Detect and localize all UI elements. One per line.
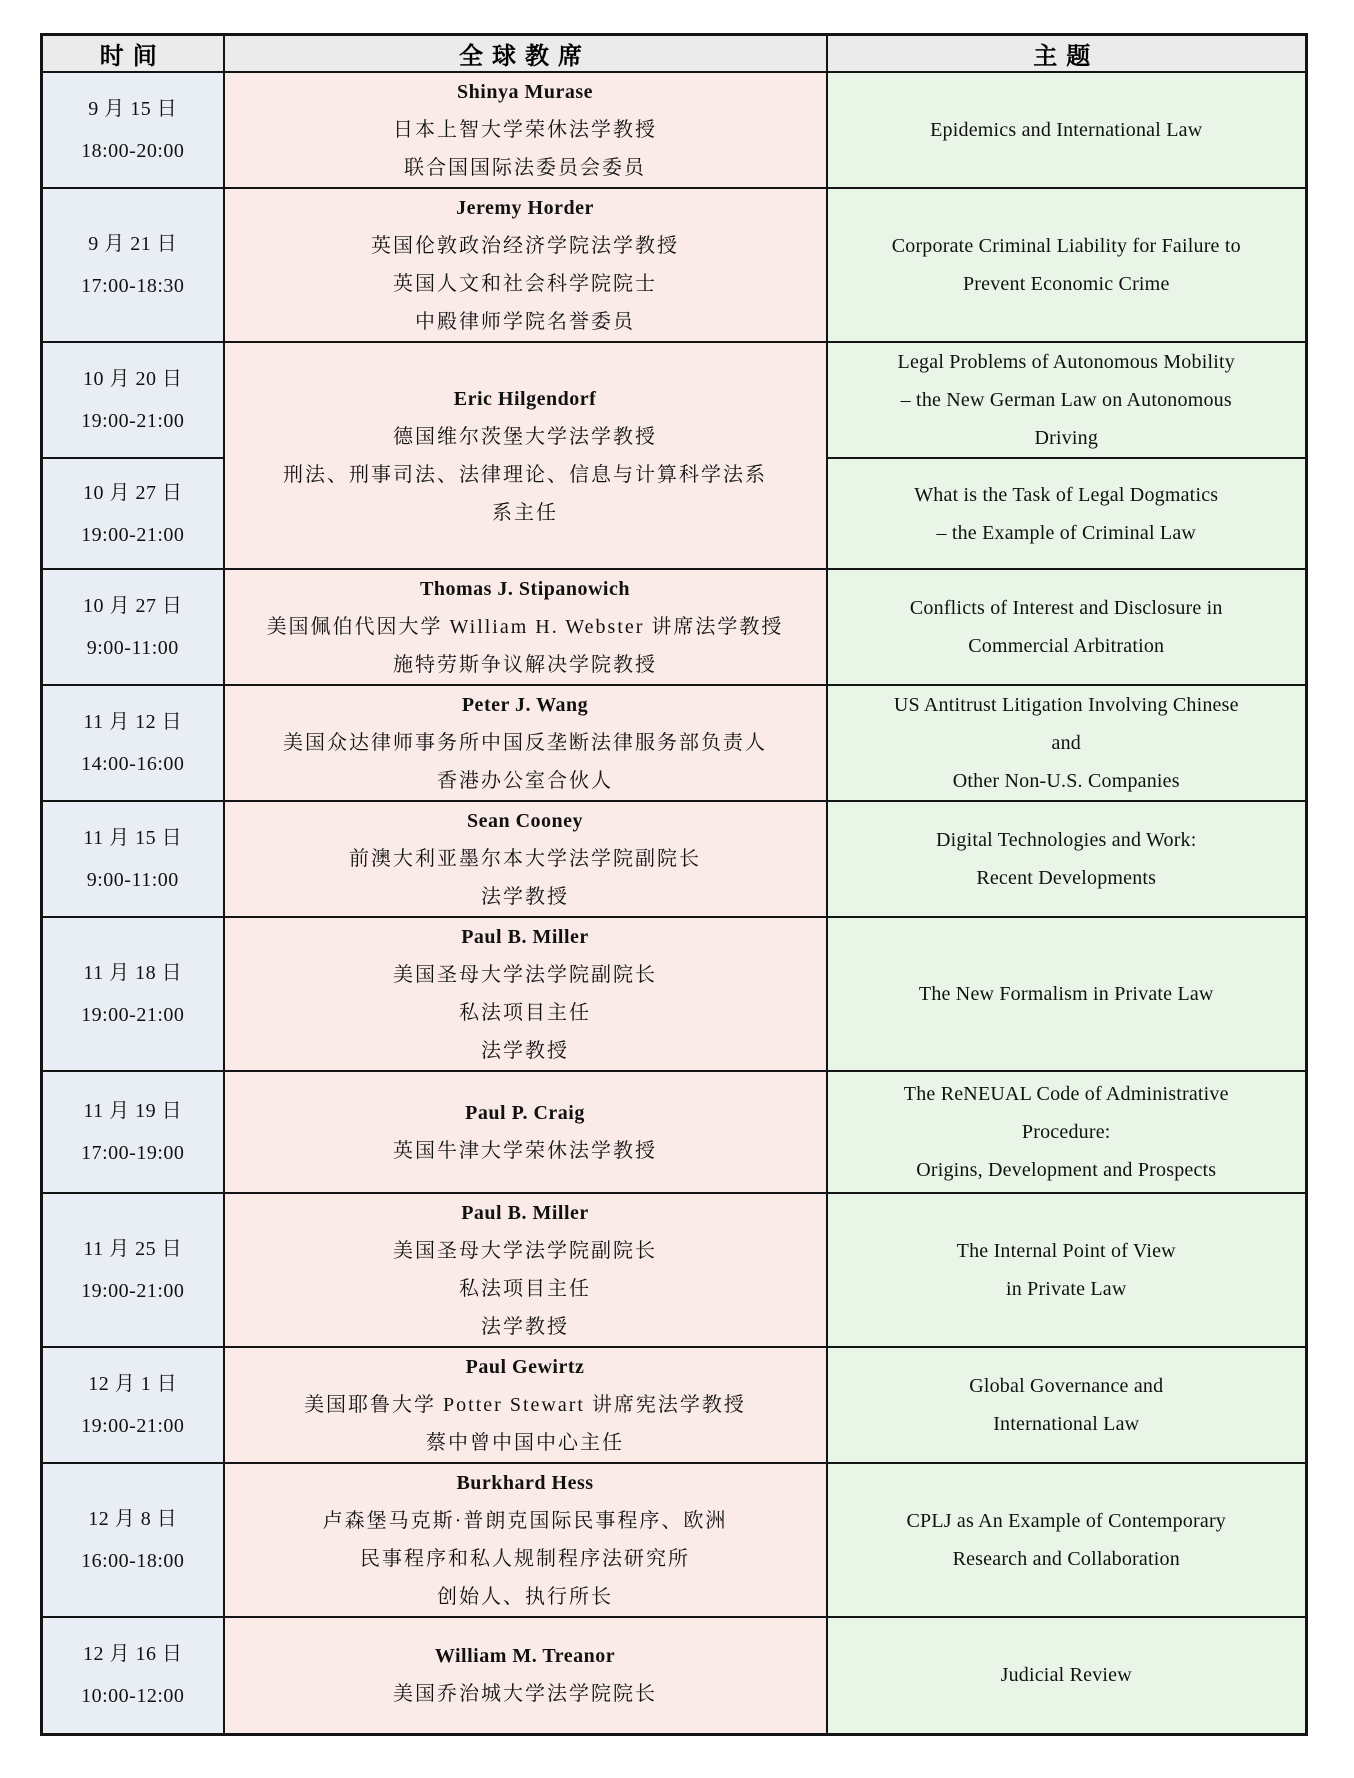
time-cell: [42, 1071, 224, 1193]
topic-line: Commercial Arbitration: [968, 635, 1165, 657]
date-text: 10 月 20 日: [83, 368, 183, 390]
table-row: [42, 801, 1307, 917]
speaker-cell: [224, 1617, 827, 1734]
time-text: 19:00-21:00: [81, 1004, 185, 1026]
date-text: 12 月 1 日: [88, 1373, 178, 1395]
speaker-name: Burkhard Hess: [456, 1472, 594, 1494]
speaker-line: 美国乔治城大学法学院院长: [393, 1683, 657, 1706]
speaker-line: 美国佩伯代因大学 William H. Webster 讲席法学教授: [266, 616, 784, 638]
table-row: [42, 342, 1307, 458]
speaker-line: 英国人文和社会科学院院士: [393, 273, 657, 295]
date-text: 9 月 15 日: [88, 98, 178, 120]
topic-line: Epidemics and International Law: [930, 119, 1203, 141]
topic-line: Other Non-U.S. Companies: [952, 770, 1180, 792]
time-cell: [42, 1617, 224, 1734]
speaker-line: 法学教授: [481, 1040, 569, 1062]
time-text: 17:00-19:00: [81, 1142, 185, 1164]
header-cell-topic: 主题: [827, 35, 1307, 73]
topic-line: Prevent Economic Crime: [962, 273, 1170, 295]
topic-line: Driving: [1034, 427, 1099, 449]
speaker-name: Thomas J. Stipanowich: [420, 578, 630, 600]
speaker-name: Eric Hilgendorf: [453, 387, 597, 410]
date-text: 11 月 15 日: [83, 827, 183, 849]
time-cell: [42, 685, 224, 801]
speaker-line: 民事程序和私人规制程序法研究所: [360, 1548, 690, 1570]
topic-line: International Law: [993, 1413, 1140, 1435]
date-text: 12 月 8 日: [88, 1508, 178, 1530]
topic-line: Origins, Development and Prospects: [916, 1159, 1217, 1181]
time-cell: [42, 72, 224, 188]
topic-line: Global Governance and: [969, 1375, 1164, 1397]
topic-line: Judicial Review: [1000, 1664, 1132, 1687]
time-text: 19:00-21:00: [81, 523, 185, 546]
topic-cell: [827, 801, 1307, 917]
speaker-cell: [224, 1463, 827, 1617]
speaker-line: 美国耶鲁大学 Potter Stewart 讲席宪法学教授: [304, 1394, 746, 1416]
table-row: [42, 1617, 1307, 1734]
speaker-name: Paul B. Miller: [461, 926, 589, 948]
speaker-cell: [224, 1193, 827, 1347]
time-cell: [42, 342, 224, 458]
date-text: 10 月 27 日: [83, 481, 183, 504]
speaker-line: 卢森堡马克斯·普朗克国际民事程序、欧洲: [322, 1510, 728, 1532]
date-text: 11 月 18 日: [83, 962, 183, 984]
speaker-name: William M. Treanor: [434, 1645, 616, 1668]
table-row: [42, 188, 1307, 342]
topic-cell: [827, 458, 1307, 569]
speaker-line: 施特劳斯争议解决学院教授: [393, 654, 657, 676]
date-text: 11 月 25 日: [83, 1238, 183, 1260]
topic-cell: [827, 342, 1307, 458]
speaker-name: Peter J. Wang: [461, 694, 589, 716]
speaker-line: 香港办公室合伙人: [437, 770, 613, 792]
speaker-line: 蔡中曾中国中心主任: [426, 1432, 624, 1454]
time-text: 19:00-21:00: [81, 1280, 185, 1302]
speaker-name: Paul B. Miller: [461, 1202, 589, 1224]
speaker-name: Sean Cooney: [466, 810, 584, 832]
speaker-line: 系主任: [492, 501, 558, 524]
time-cell: [42, 1347, 224, 1463]
speaker-name: Paul Gewirtz: [465, 1356, 585, 1378]
table-row: [42, 1463, 1307, 1617]
date-text: 11 月 19 日: [83, 1100, 183, 1122]
speaker-line: 前澳大利亚墨尔本大学法学院副院长: [349, 848, 701, 870]
topic-line: Procedure:: [1021, 1121, 1111, 1143]
topic-line: and: [1051, 732, 1081, 754]
speaker-line: 私法项目主任: [459, 1278, 591, 1300]
table-row: [42, 72, 1307, 188]
topic-line: in Private Law: [1005, 1278, 1127, 1300]
time-cell: [42, 917, 224, 1071]
speaker-line: 美国圣母大学法学院副院长: [393, 1240, 657, 1262]
time-text: 9:00-11:00: [86, 637, 179, 659]
time-text: 17:00-18:30: [81, 275, 185, 297]
topic-line: Recent Developments: [976, 867, 1157, 889]
speaker-line: 法学教授: [481, 1316, 569, 1338]
speaker-line: 私法项目主任: [459, 1002, 591, 1024]
topic-cell: [827, 1347, 1307, 1463]
topic-line: The ReNEUAL Code of Administrative: [903, 1083, 1229, 1105]
topic-line: US Antitrust Litigation Involving Chinese: [893, 694, 1239, 716]
time-text: 14:00-16:00: [81, 753, 185, 775]
speaker-line: 美国圣母大学法学院副院长: [393, 964, 657, 986]
time-text: 19:00-21:00: [81, 410, 185, 432]
time-cell: [42, 188, 224, 342]
speaker-cell: [224, 188, 827, 342]
topic-line: CPLJ as An Example of Contemporary: [906, 1510, 1227, 1532]
topic-line: The New Formalism in Private Law: [918, 983, 1214, 1005]
header-cell-time: 时间: [42, 35, 224, 73]
speaker-line: 美国众达律师事务所中国反垄断法律服务部负责人: [283, 732, 767, 754]
time-cell: [42, 1463, 224, 1617]
speaker-line: 日本上智大学荣休法学教授: [393, 119, 657, 141]
lecture-schedule-table: [40, 33, 1308, 1736]
speaker-cell: [224, 801, 827, 917]
table-row: [42, 1347, 1307, 1463]
speaker-line: 法学教授: [481, 886, 569, 908]
table-row: [42, 1071, 1307, 1193]
time-text: 19:00-21:00: [81, 1415, 185, 1437]
table-row: [42, 569, 1307, 685]
topic-line: Digital Technologies and Work:: [935, 829, 1197, 851]
date-text: 9 月 21 日: [88, 233, 178, 255]
speaker-line: 英国伦敦政治经济学院法学教授: [371, 235, 679, 257]
speaker-name: Shinya Murase: [457, 81, 593, 103]
time-text: 18:00-20:00: [81, 140, 185, 162]
date-text: 10 月 27 日: [83, 595, 183, 617]
time-text: 16:00-18:00: [81, 1550, 185, 1572]
time-text: 10:00-12:00: [81, 1685, 185, 1708]
time-text: 9:00-11:00: [86, 869, 179, 891]
speaker-line: 创始人、执行所长: [437, 1586, 613, 1608]
header-cell-speaker: 全球教席: [224, 35, 827, 73]
speaker-name: Jeremy Horder: [456, 197, 594, 219]
speaker-cell: [224, 1347, 827, 1463]
time-cell: [42, 801, 224, 917]
speaker-line: 联合国国际法委员会委员: [404, 157, 646, 179]
time-cell: [42, 1193, 224, 1347]
topic-line: The Internal Point of View: [956, 1240, 1176, 1262]
table-row: [42, 685, 1307, 801]
speaker-name: Paul P. Craig: [465, 1102, 585, 1124]
topic-line: Legal Problems of Autonomous Mobility: [897, 351, 1235, 373]
topic-line: Conflicts of Interest and Disclosure in: [909, 597, 1223, 619]
speaker-cell: [224, 1071, 827, 1193]
header-row: [42, 35, 1307, 73]
speaker-cell: [224, 917, 827, 1071]
speaker-cell: [224, 569, 827, 685]
topic-line: What is the Task of Legal Dogmatics: [914, 483, 1219, 506]
topic-line: – the New German Law on Autonomous: [900, 389, 1232, 411]
speaker-line: 英国牛津大学荣休法学教授: [393, 1140, 657, 1162]
date-text: 12 月 16 日: [83, 1643, 183, 1666]
topic-line: Research and Collaboration: [952, 1548, 1180, 1570]
topic-cell: [827, 72, 1307, 188]
topic-cell: [827, 188, 1307, 342]
topic-cell: [827, 1193, 1307, 1347]
time-cell: [42, 458, 224, 569]
speaker-line: 中殿律师学院名誉委员: [415, 311, 635, 333]
speaker-line: 刑法、刑事司法、法律理论、信息与计算科学法系: [283, 463, 767, 486]
topic-cell: [827, 1617, 1307, 1734]
topic-cell: [827, 1071, 1307, 1193]
topic-line: Corporate Criminal Liability for Failure to: [891, 235, 1241, 257]
speaker-cell: [224, 72, 827, 188]
speaker-cell-merged: [224, 342, 827, 569]
date-text: 11 月 12 日: [83, 711, 183, 733]
speaker-line: 德国维尔茨堡大学法学教授: [393, 425, 657, 448]
topic-cell: [827, 917, 1307, 1071]
topic-cell: [827, 569, 1307, 685]
table-row: [42, 1193, 1307, 1347]
speaker-cell: [224, 685, 827, 801]
topic-cell: [827, 685, 1307, 801]
time-cell: [42, 569, 224, 685]
table-row: [42, 917, 1307, 1071]
topic-cell: [827, 1463, 1307, 1617]
topic-line: – the Example of Criminal Law: [936, 521, 1197, 544]
